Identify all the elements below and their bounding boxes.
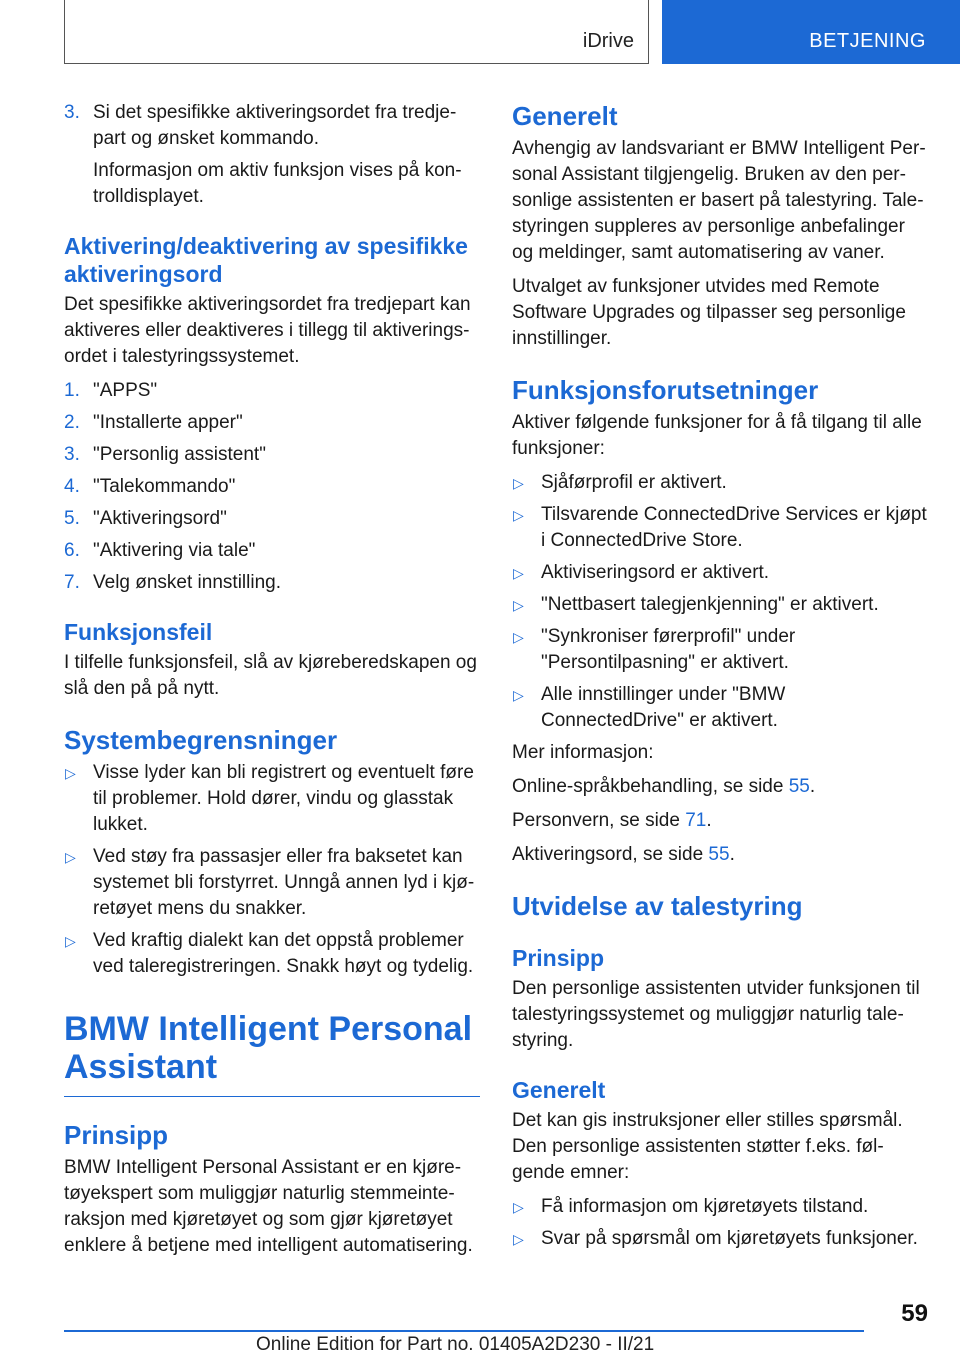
- list-item: [64, 760, 480, 838]
- list-item-text: Aktiviseringsord er aktivert.: [541, 562, 770, 583]
- footer-edition: Online Edition for Part no. 01405A2D230 - II/21: [256, 1334, 655, 1355]
- paragraph-prerequisites: Aktiver følgende funksjoner for å få tilgang til alle funksjoner:: [512, 412, 922, 459]
- page-link[interactable]: 55: [708, 844, 730, 865]
- header-section-title: iDrive: [582, 30, 634, 52]
- step-text: "Installerte apper": [93, 412, 243, 433]
- right-column: [512, 100, 928, 1258]
- list-item-text: Ved kraftig dialekt kan det oppstå problemer ved taleregistreringen. Snakk høyt og tydelig.: [93, 930, 474, 977]
- triangle-bullet-icon: ▷: [65, 933, 76, 949]
- list-item-text: Tilsvarende ConnectedDrive Services er kjøpt i ConnectedDrive Store.: [541, 504, 927, 551]
- heading-principle: Prinsipp: [64, 1120, 169, 1150]
- heading-prerequisites: Funksjonsforutsetninger: [512, 375, 819, 405]
- reference-line: Personvern, se side 71.: [512, 810, 712, 831]
- reference-text: Online-språkbehandling, se side: [512, 776, 789, 797]
- reference-text: Personvern, se side: [512, 810, 686, 831]
- paragraph-general-3: Det kan gis instruksjoner eller stilles spørsmål. Den personlige assistenten støtter f.eks. følgende emner:: [512, 1110, 903, 1183]
- more-info-label: Mer informasjon:: [512, 742, 654, 763]
- heading-activation: Aktivering/deaktivering av spesifikke aktiveringsord: [64, 233, 468, 287]
- step-number: 2.: [64, 412, 80, 433]
- step-text: "Talekommando": [93, 476, 236, 497]
- header-chapter-tab: [662, 0, 960, 64]
- heading-limits: Systembegrensninger: [64, 725, 338, 755]
- page-number: 59: [901, 1300, 928, 1327]
- reference-line: Aktiveringsord, se side 55.: [512, 844, 735, 865]
- page-link[interactable]: 71: [685, 810, 707, 831]
- topics-list: [512, 1194, 928, 1252]
- step-number: 3.: [64, 102, 80, 123]
- step-number: 6.: [64, 540, 80, 561]
- steps-list: [64, 378, 480, 596]
- paragraph-activation: Det spesifikke aktiveringsordet fra tredjepart kan aktiveres eller deaktiveres i tillegg til aktiveringsordet i talestyringssystemet.: [64, 294, 471, 367]
- triangle-bullet-icon: ▷: [513, 1199, 524, 1215]
- list-item-text: Svar på spørsmål om kjøretøyets funksjoner.: [541, 1228, 918, 1249]
- page-link[interactable]: 55: [788, 776, 810, 797]
- step-number: 7.: [64, 572, 80, 593]
- list-item-text: Visse lyder kan bli registrert og eventuelt føre til problemer. Hold dører, vindu og glasstak lukket.: [93, 762, 474, 835]
- list-item: [512, 470, 928, 496]
- triangle-bullet-icon: ▷: [65, 765, 76, 781]
- triangle-bullet-icon: ▷: [513, 475, 524, 491]
- list-item-text: "Synkroniser førerprofil" under "Persontilpasning" er aktivert.: [541, 626, 796, 673]
- heading-extension: Utvidelse av talestyring: [512, 891, 803, 921]
- left-column: [64, 100, 480, 1267]
- list-item: [64, 844, 480, 922]
- triangle-bullet-icon: ▷: [513, 1231, 524, 1247]
- list-item: [512, 1194, 928, 1220]
- list-item: [512, 560, 928, 586]
- header-section-tab: [64, 0, 649, 64]
- list-item: [64, 442, 480, 468]
- heading-general: Generelt: [512, 101, 618, 131]
- step-info: Informasjon om aktiv funksjon vises på kontrolldisplayet.: [93, 160, 462, 207]
- list-item: [64, 506, 480, 532]
- list-item-text: Ved støy fra passasjer eller fra baksetet kan systemet bli forstyrret. Unngå annen lyd i kjøretøyet mens du snakker.: [93, 846, 475, 919]
- paragraph-fault: I tilfelle funksjonsfeil, slå av kjøreberedskapen og slå den på på nytt.: [64, 652, 477, 699]
- list-item: [64, 928, 480, 980]
- reference-text: Aktiveringsord, se side: [512, 844, 709, 865]
- step-number: 1.: [64, 380, 80, 401]
- list-item-text: Alle innstillinger under "BMW ConnectedDrive" er aktivert.: [541, 684, 786, 731]
- list-item: [512, 624, 928, 676]
- heading-general-2: Generelt: [512, 1077, 606, 1103]
- list-item: [64, 570, 480, 596]
- footer-divider: [64, 1330, 864, 1332]
- list-item: [64, 410, 480, 436]
- list-item: [512, 682, 928, 734]
- triangle-bullet-icon: ▷: [513, 507, 524, 523]
- paragraph-general-1: Avhengig av landsvariant er BMW Intelligent Personal Assistant tilgjengelig. Bruken av den personlige assistenten er basert på talestyring. Talestyringen suppleres av personlige anbefalinger og meldinger, samt automatisering av vaner.: [512, 138, 926, 263]
- list-item-text: Sjåførprofil er aktivert.: [541, 472, 727, 493]
- header-chapter-title: BETJENING: [809, 30, 926, 52]
- paragraph-principle: BMW Intelligent Personal Assistant er en kjøretøyekspert som muliggjør naturlig stemmeinteraksjon med kjøretøyet og som gjør kjøretøyet enklere å betjene med intelligent automatisering.: [64, 1157, 473, 1256]
- list-item: [64, 100, 480, 210]
- list-item: [64, 474, 480, 500]
- list-item: [512, 1226, 928, 1252]
- prerequisites-list: [512, 470, 928, 734]
- step-text: "Aktivering via tale": [93, 540, 256, 561]
- list-item: [512, 502, 928, 554]
- chapter-title: BMW Intelligent Personal Assistant: [64, 1010, 480, 1097]
- step-number: 5.: [64, 508, 80, 529]
- heading-fault: Funksjonsfeil: [64, 619, 213, 645]
- triangle-bullet-icon: ▷: [513, 597, 524, 613]
- list-item-text: "Nettbasert talegjenkjenning" er aktivert.: [541, 594, 879, 615]
- triangle-bullet-icon: ▷: [513, 565, 524, 581]
- step-text: "Personlig assistent": [93, 444, 266, 465]
- list-item: [512, 592, 928, 618]
- triangle-bullet-icon: ▷: [513, 629, 524, 645]
- step-text: "Aktiveringsord": [93, 508, 227, 529]
- step-number: 4.: [64, 476, 80, 497]
- list-item-text: Få informasjon om kjøretøyets tilstand.: [541, 1196, 869, 1217]
- triangle-bullet-icon: ▷: [65, 849, 76, 865]
- paragraph-general-2: Utvalget av funksjoner utvides med Remote Software Upgrades og tilpasser seg personlige innstillinger.: [512, 276, 906, 349]
- heading-principle-2: Prinsipp: [512, 945, 605, 971]
- step-text: Velg ønsket innstilling.: [93, 572, 281, 593]
- step-number: 3.: [64, 444, 80, 465]
- step-text: "APPS": [93, 380, 158, 401]
- step-text: Si det spesifikke aktiveringsordet fra tredjepart og ønsket kommando.: [93, 102, 457, 149]
- limits-list: [64, 760, 480, 980]
- list-item: [64, 538, 480, 564]
- list-item: [64, 378, 480, 404]
- reference-line: Online-språkbehandling, se side 55.: [512, 776, 816, 797]
- triangle-bullet-icon: ▷: [513, 687, 524, 703]
- paragraph-principle-2: Den personlige assistenten utvider funksjonen til talestyringssystemet og muliggjør naturlig talestyring.: [512, 978, 920, 1051]
